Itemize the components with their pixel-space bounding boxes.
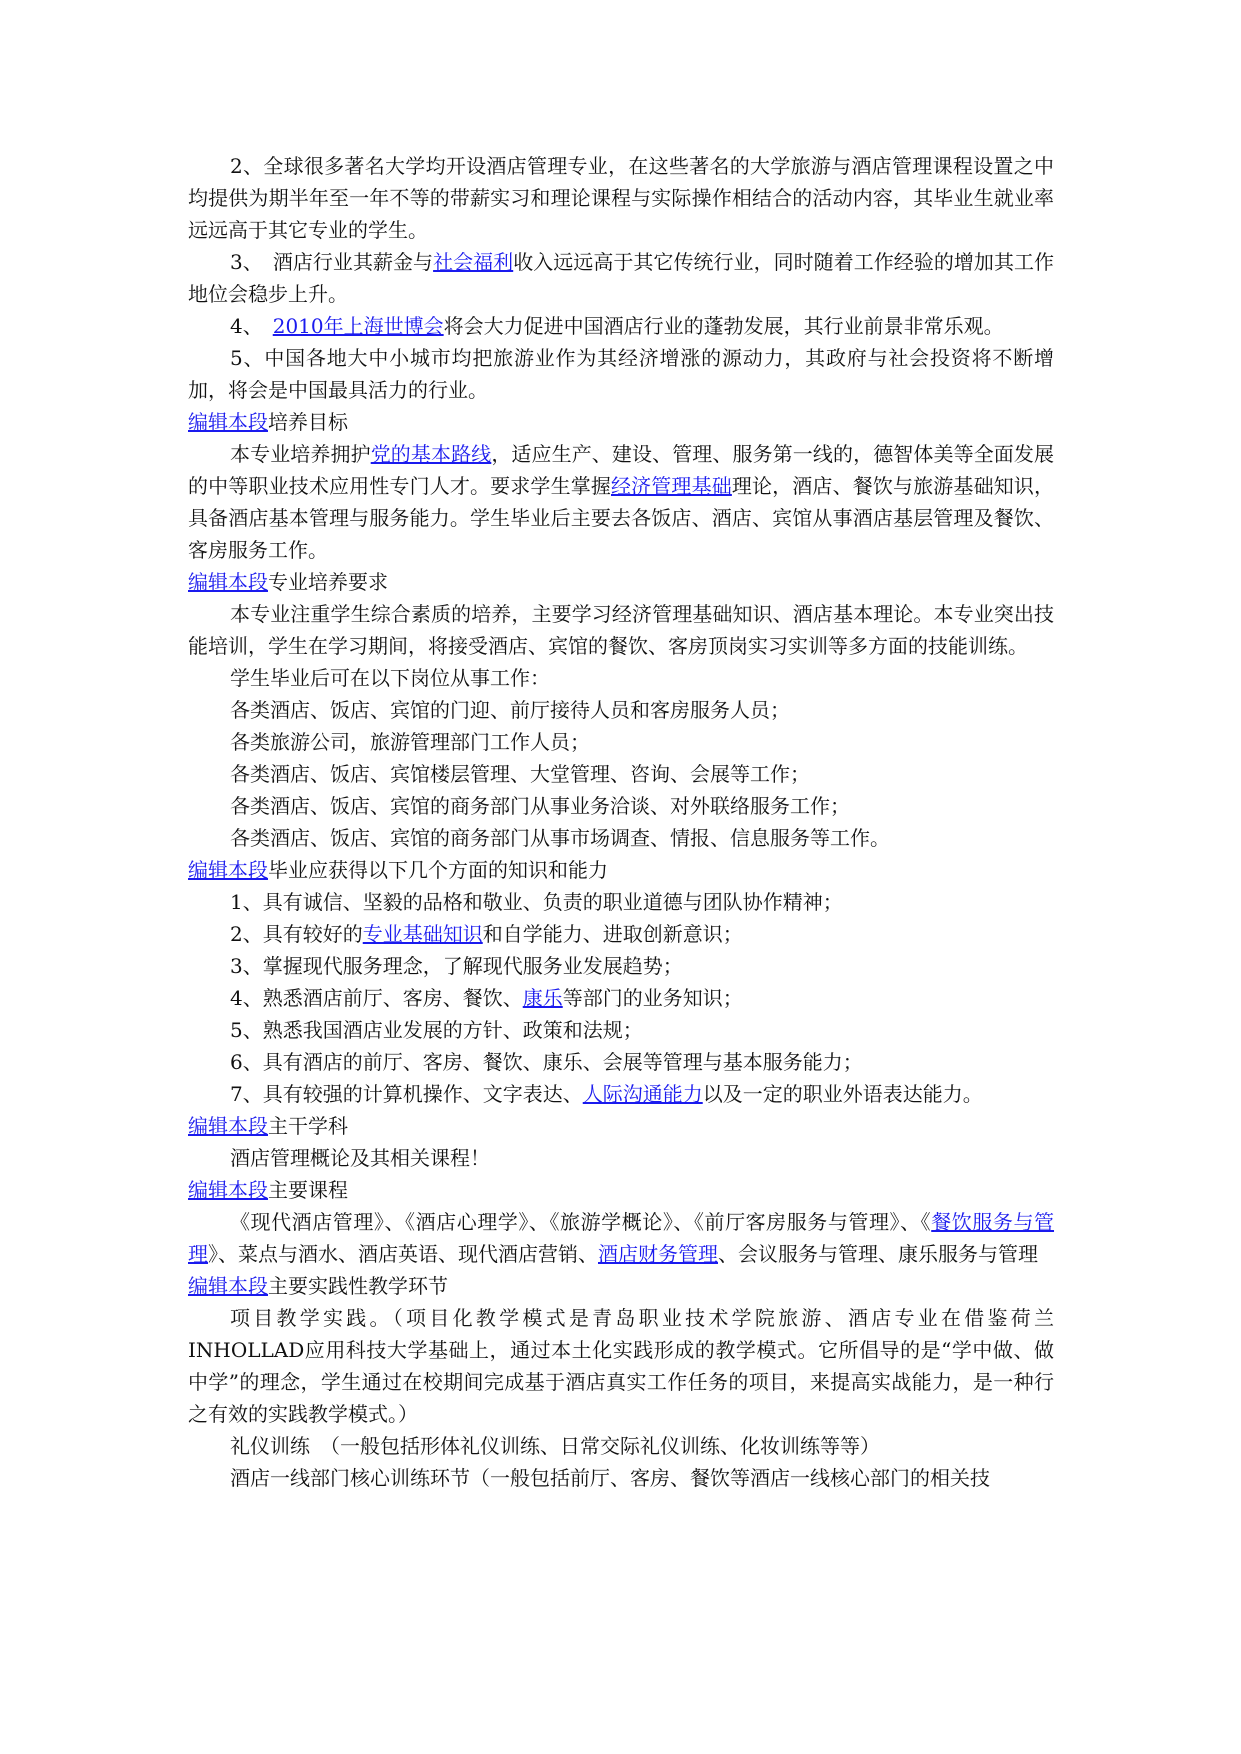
list-item-ability: 6、具有酒店的前厅、客房、餐饮、康乐、会展等管理与基本服务能力； [230, 1050, 863, 1074]
text-run: 以及一定的职业外语表达能力。 [702, 1082, 983, 1106]
text-run: 将会大力促进中国酒店行业的蓬勃发展，其行业前景非常乐观。 [443, 314, 1004, 338]
text-run: 收入远远高于其它传统行业，同时随着工作经验的增加其工作地位会稳步上升。 [188, 250, 1055, 306]
link-recreation[interactable]: 康乐 [522, 986, 563, 1010]
list-item-job: 各类酒店、饭店、宾馆的门迎、前厅接待人员和客房服务人员； [230, 698, 790, 722]
edit-section-link[interactable]: 编辑本段 [188, 1178, 268, 1202]
section-heading-practice [188, 1270, 1054, 1302]
paragraph-etiquette-training: 礼仪训练 （一般包括形体礼仪训练、日常交际礼仪训练、化妆训练等等） [230, 1434, 880, 1458]
link-professional-knowledge[interactable]: 专业基础知识 [362, 922, 483, 946]
section-title: 专业培养要求 [268, 570, 388, 594]
paragraph-intro-2: 2、全球很多著名大学均开设酒店管理专业，在这些著名的大学旅游与酒店管理课程设置之中均提供为期半年至一年不等的带薪实习和理论课程与实际操作相结合的活动内容，其毕业生就业率远远高于其它专业的学生。 [188, 154, 1054, 242]
list-item-ability: 1、具有诚信、坚毅的品格和敬业、负责的职业道德与团队协作精神； [230, 890, 843, 914]
text-run: 等部门的业务知识； [562, 986, 743, 1010]
section-heading-training-goal [188, 406, 1054, 438]
section-title: 主干学科 [268, 1114, 348, 1138]
text-run: 4、 [230, 314, 273, 338]
paragraph-training-goal [188, 438, 1054, 566]
section-heading-requirements [188, 566, 1054, 598]
section-title: 毕业应获得以下几个方面的知识和能力 [268, 858, 608, 882]
list-item-job: 各类旅游公司，旅游管理部门工作人员； [230, 730, 590, 754]
section-title: 主要实践性教学环节 [268, 1274, 448, 1298]
text-run: 、会议服务与管理、康乐服务与管理 [718, 1242, 1038, 1266]
paragraph-project-practice: 项目教学实践。（项目化教学模式是青岛职业技术学院旅游、酒店专业在借鉴荷兰INHOLLAD应用科技大学基础上，通过本土化实践形成的教学模式。它所倡导的是“学中做、做中学”的理念，学生通过在校期间完成基于酒店真实工作任务的项目，来提高实战能力，是一种行之有效的实践教学模式。） [188, 1306, 1054, 1426]
section-title: 主要课程 [268, 1178, 348, 1202]
list-item-job: 各类酒店、饭店、宾馆的商务部门从事业务洽谈、对外联络服务工作； [230, 794, 850, 818]
list-item-job: 各类酒店、饭店、宾馆的商务部门从事市场调查、情报、信息服务等工作。 [230, 826, 890, 850]
link-catering-service[interactable]: 餐饮服务与管理 [188, 1210, 1055, 1266]
text-run: 和自学能力、进取创新意识； [482, 922, 743, 946]
link-interpersonal-communication[interactable]: 人际沟通能力 [582, 1082, 703, 1106]
paragraph-core-training: 酒店一线部门核心训练环节（一般包括前厅、客房、餐饮等酒店一线核心部门的相关技 [230, 1466, 990, 1490]
paragraph-intro-3 [188, 246, 1054, 310]
list-item-ability: 5、熟悉我国酒店业发展的方针、政策和法规； [230, 1018, 643, 1042]
paragraph-core-discipline: 酒店管理概论及其相关课程！ [230, 1146, 490, 1170]
list-item-ability [188, 982, 1054, 1014]
edit-section-link[interactable]: 编辑本段 [188, 410, 268, 434]
text-run: 7、具有较强的计算机操作、文字表达、 [230, 1082, 583, 1106]
paragraph-intro-4 [188, 310, 1054, 342]
paragraph-requirements: 本专业注重学生综合素质的培养，主要学习经济管理基础知识、酒店基本理论。本专业突出技能培训，学生在学习期间，将接受酒店、宾馆的餐饮、客房顶岗实习实训等多方面的技能训练。 [188, 602, 1054, 658]
link-hotel-finance[interactable]: 酒店财务管理 [598, 1242, 718, 1266]
edit-section-link[interactable]: 编辑本段 [188, 1114, 268, 1138]
list-item-ability [188, 918, 1054, 950]
section-title: 培养目标 [268, 410, 348, 434]
paragraph-jobs-intro: 学生毕业后可在以下岗位从事工作： [230, 666, 550, 690]
link-economic-management-basics[interactable]: 经济管理基础 [611, 474, 732, 498]
edit-section-link[interactable]: 编辑本段 [188, 858, 268, 882]
link-expo-2010[interactable]: 2010年上海世博会 [272, 314, 444, 338]
text-run: 4、熟悉酒店前厅、客房、餐饮、 [230, 986, 523, 1010]
list-item-job: 各类酒店、饭店、宾馆楼层管理、大堂管理、咨询、会展等工作； [230, 762, 810, 786]
text-run: 本专业培养拥护 [230, 442, 371, 466]
section-heading-abilities [188, 854, 1054, 886]
list-item-ability: 3、掌握现代服务理念，了解现代服务业发展趋势； [230, 954, 683, 978]
text-run: 3、 酒店行业其薪金与 [230, 250, 434, 274]
edit-section-link[interactable]: 编辑本段 [188, 570, 268, 594]
link-social-welfare[interactable]: 社会福利 [433, 250, 514, 274]
text-run: ，适应生产、建设、管理、服务第一线的，德智体美等全面发展的中等职业技术应用性专门人才。要求学生掌握 [188, 442, 1055, 498]
section-heading-core-discipline [188, 1110, 1054, 1142]
list-item-ability [188, 1078, 1054, 1110]
edit-section-link[interactable]: 编辑本段 [188, 1274, 268, 1298]
link-party-basic-line[interactable]: 党的基本路线 [370, 442, 492, 466]
document-body [188, 150, 1054, 1494]
text-run: 2、具有较好的 [230, 922, 363, 946]
text-run: 《现代酒店管理》、《酒店心理学》、《旅游学概论》、《前厅客房服务与管理》、《 [230, 1210, 932, 1234]
paragraph-main-courses [188, 1206, 1054, 1270]
text-run: 》、菜点与酒水、酒店英语、现代酒店营销、 [208, 1242, 598, 1266]
paragraph-intro-5: 5、中国各地大中小城市均把旅游业作为其经济增涨的源动力，其政府与社会投资将不断增加，将会是中国最具活力的行业。 [188, 346, 1054, 402]
text-run: 理论，酒店、餐饮与旅游基础知识，具备酒店基本管理与服务能力。学生毕业后主要去各饭店、酒店、宾馆从事酒店基层管理及餐饮、客房服务工作。 [188, 474, 1055, 562]
section-heading-main-courses [188, 1174, 1054, 1206]
